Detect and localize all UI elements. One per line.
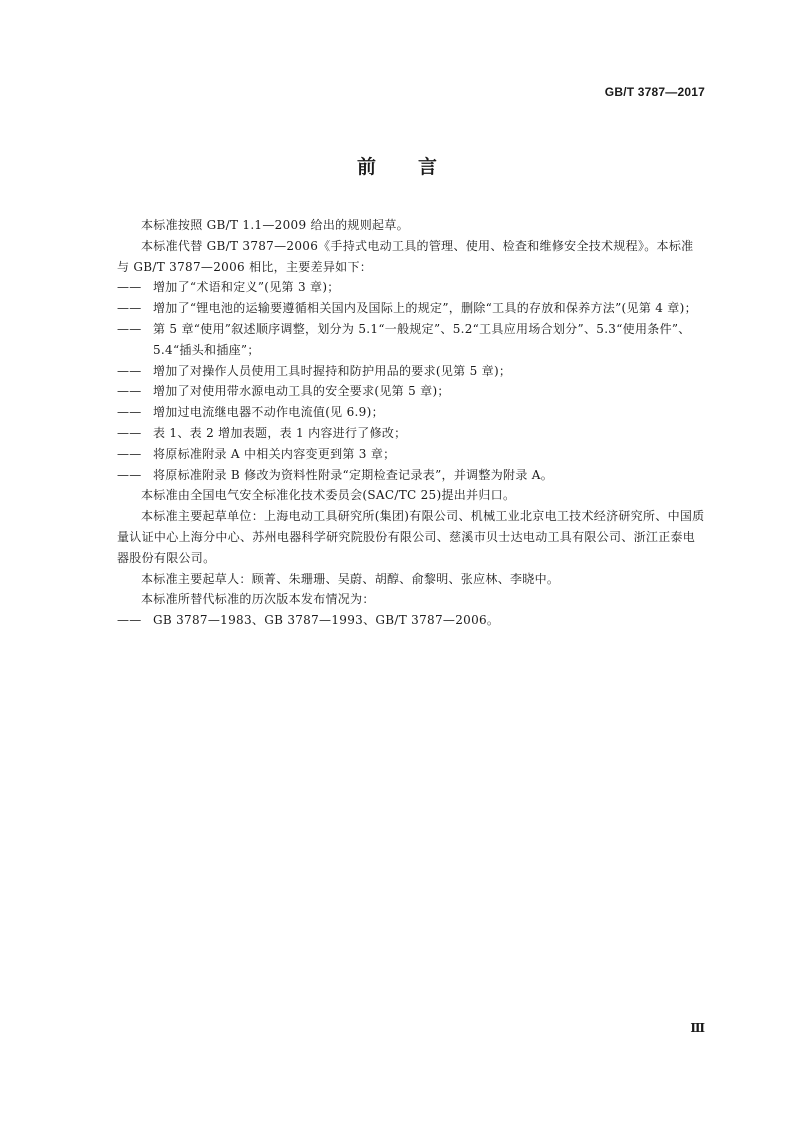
dash-mark: —— [117, 321, 142, 336]
paragraph-history-intro: 本标准所替代标准的历次版本发布情况为： [141, 592, 375, 607]
change-item [117, 465, 705, 486]
dash-mark: —— [117, 446, 142, 461]
paragraph-drafting-rules: 本标准按照 GB/T 1.1—2009 给出的规则起草。 [141, 218, 409, 232]
change-item-text: 增加了“锂电池的运输要遵循相关国内及国际上的规定”，删除“工具的存放和保养方法”(见第 4 章)； [153, 301, 697, 316]
change-item [117, 277, 705, 298]
change-item-text: 表 1、表 2 增加表题，表 1 内容进行了修改； [153, 425, 407, 440]
change-item-text: 将原标准附录 A 中相关内容变更到第 3 章； [153, 446, 396, 461]
change-item [117, 298, 705, 319]
change-item [117, 319, 705, 361]
change-item-text: 增加了对操作人员使用工具时握持和防护用品的要求(见第 5 章)； [153, 363, 512, 378]
change-item-text: 增加了“术语和定义”(见第 3 章)； [153, 280, 340, 295]
change-item-text: 将原标准附录 B 修改为资料性附录“定期检查记录表”，并调整为附录 A。 [153, 467, 553, 482]
change-item [117, 402, 705, 423]
change-item-text: 增加了对使用带水源电动工具的安全要求(见第 5 章)； [153, 384, 450, 399]
page-number: Ⅲ [690, 1021, 705, 1035]
foreword-body [117, 215, 705, 631]
page-title: 前言 [356, 156, 479, 178]
paragraph-drafters: 本标准主要起草人：顾菁、朱珊珊、吴蔚、胡醇、俞黎明、张应林、李晓中。 [141, 571, 560, 586]
change-item-text: 增加过电流继电器不动作电流值(见 6.9)； [153, 405, 384, 420]
dash-mark: —— [117, 405, 142, 420]
dash-mark: —— [117, 467, 142, 482]
paragraph-replacement: 本标准代替 GB/T 3787—2006《手持式电动工具的管理、使用、检查和维修安全技术规程》。本标准与 GB/T 3787—2006 相比，主要差异如下： [117, 238, 694, 274]
dash-mark: —— [117, 363, 142, 378]
paragraph-drafting-units: 本标准主要起草单位：上海电动工具研究所(集团)有限公司、机械工业北京电工技术经济研究所、中国质量认证中心上海分中心、苏州电器科学研究院股份有限公司、慈溪市贝士达电动工具有限公司、浙江正泰电器股份有限公司。 [117, 509, 705, 565]
dash-mark: —— [117, 384, 142, 399]
dash-mark: —— [117, 280, 142, 295]
change-item [117, 423, 705, 444]
change-item [117, 381, 705, 402]
history-item-text: GB 3787—1983、GB 3787—1993、GB/T 3787—2006。 [153, 613, 500, 628]
history-item [117, 610, 705, 631]
change-item [117, 361, 705, 382]
dash-mark: —— [117, 613, 142, 628]
paragraph-proposer: 本标准由全国电气安全标准化技术委员会(SAC/TC 25)提出并归口。 [141, 488, 516, 503]
dash-mark: —— [117, 425, 142, 440]
change-item [117, 444, 705, 465]
dash-mark: —— [117, 301, 142, 316]
standard-code: GB/T 3787—2017 [604, 85, 705, 99]
change-item-text: 第 5 章“使用”叙述顺序调整，划分为 5.1“一般规定”、5.2“工具应用场合划分”、5.3“使用条件”、5.4“插头和插座”； [153, 321, 691, 357]
